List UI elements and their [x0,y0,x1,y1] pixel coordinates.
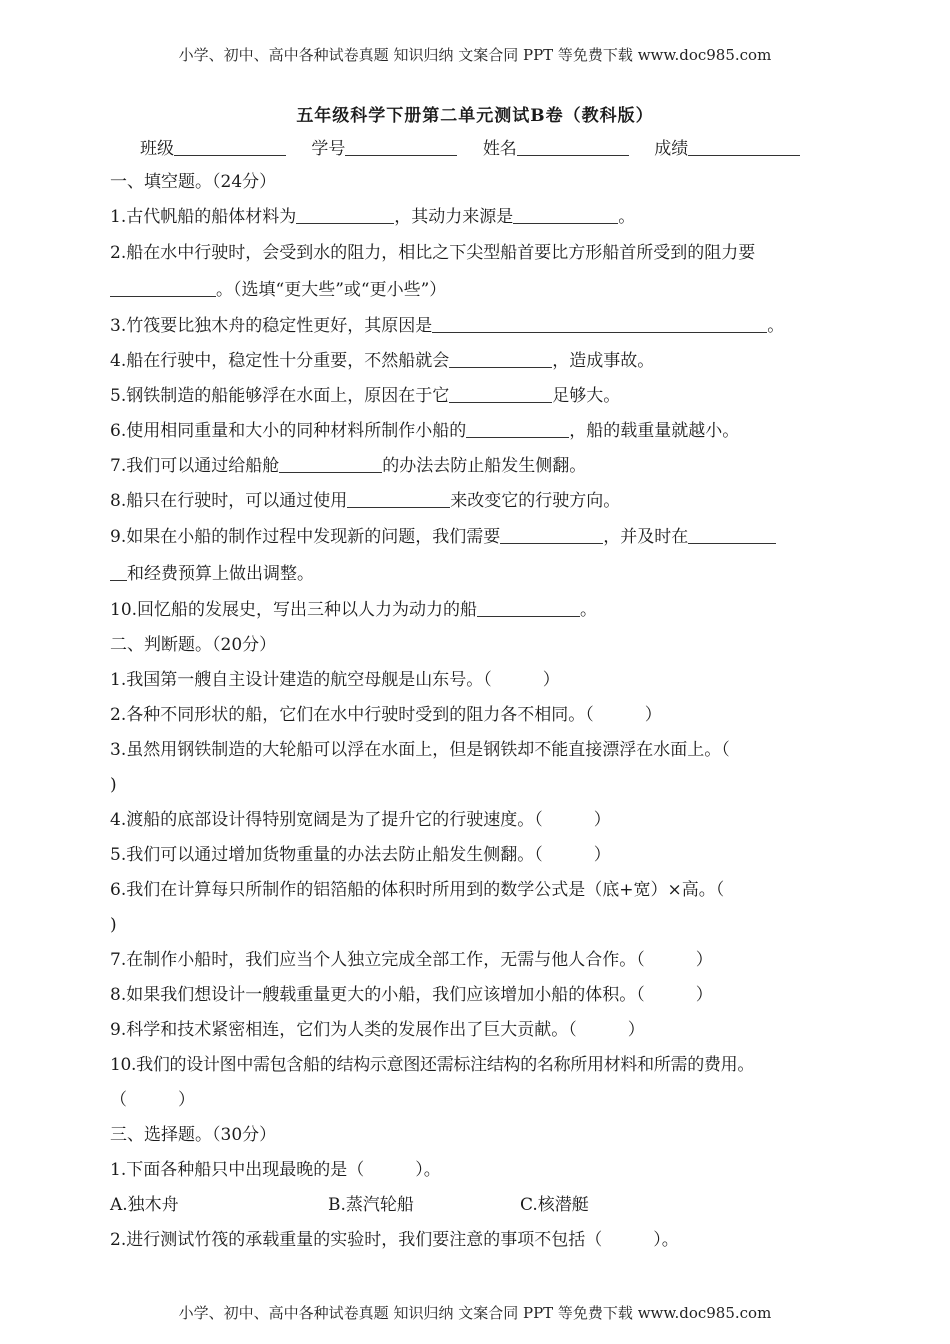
choice-q1-option-c[interactable]: C.核潜艇 [520,1195,589,1215]
tf-q1[interactable]: 1.我国第一艘自主设计建造的航空母舰是山东号。（ ） [110,670,560,690]
score-field[interactable] [654,134,800,159]
name-label: 姓名 [482,139,517,159]
tf-q8[interactable]: 8.如果我们想设计一艘载重量更大的小船，我们应该增加小船的体积。（ ） [110,985,713,1005]
tf-q3[interactable]: 3.虽然用钢铁制造的大轮船可以浮在水面上，但是钢铁却不能直接漂浮在水面上。（ [110,740,730,760]
fill-q8-blank[interactable] [347,490,450,508]
fill-q2-blank[interactable] [110,279,216,297]
choice-q1-options [110,1188,855,1223]
tf-q3-cont: ) [110,775,117,795]
choice-q1-option-a[interactable]: A.独木舟 [110,1195,179,1215]
fill-q1: 1.古代帆船的船体材料为 ，其动力来源是 。 [110,207,636,227]
score-blank[interactable] [688,138,800,156]
fill-q4-blank[interactable] [449,350,552,368]
page-title: 五年级科学下册第二单元测试B卷（教科版） [296,106,654,126]
fill-q10: 10.回忆船的发展史，写出三种以人力为动力的船 。 [110,600,598,620]
section-choice-heading: 三、选择题。（30分） [110,1125,277,1145]
fill-q2-cont: 。（选填“更大些”或“更小些”） [110,272,855,309]
fill-q6-blank[interactable] [466,420,569,438]
tf-q10[interactable]: 10.我们的设计图中需包含船的结构示意图还需标注结构的名称所用材料和所需的费用。 [110,1055,755,1075]
fill-q3: 3.竹筏要比独木舟的稳定性更好，其原因是 。 [110,316,785,336]
class-blank[interactable] [174,138,286,156]
tf-q6[interactable]: 6.我们在计算每只所制作的铝箔船的体积时所用到的数学公式是（底+宽）×高。（ [110,880,725,900]
choice-q2: 2.进行测试竹筏的承载重量的实验时，我们要注意的事项不包括（ ）。 [110,1230,679,1250]
number-label: 学号 [311,139,346,159]
fill-q9: 9.如果在小船的制作过程中发现新的问题，我们需要 ，并及时在 [110,519,855,556]
fill-q10-blank[interactable] [477,599,580,617]
section-fill-blank-heading: 一、填空题。（24分） [110,172,277,192]
fill-q5-blank[interactable] [449,385,552,403]
page-footer: 小学、初中、高中各种试卷真题 知识归纳 文案合同 PPT 等免费下载 www.doc985.com [178,1304,772,1322]
tf-q10-cont[interactable]: （ ） [110,1090,195,1110]
fill-q7-blank[interactable] [279,455,382,473]
name-field[interactable] [483,134,629,159]
score-label: 成绩 [654,139,689,159]
fill-q5: 5.钢铁制造的船能够浮在水面上，原因在于它 足够大。 [110,386,621,406]
fill-q1-blank-1[interactable] [296,206,394,224]
number-blank[interactable] [345,138,457,156]
tf-q2[interactable]: 2.各种不同形状的船，它们在水中行驶时受到的阻力各不相同。（ ） [110,705,662,725]
number-field[interactable] [311,134,457,159]
tf-q4[interactable]: 4.渡船的底部设计得特别宽阔是为了提升它的行驶速度。（ ） [110,810,611,830]
fill-q9-cont: 和经费预算上做出调整。 [110,556,855,593]
fill-q8: 8.船只在行驶时，可以通过使用 来改变它的行驶方向。 [110,491,621,511]
choice-q1: 1.下面各种船只中出现最晚的是（ ）。 [110,1160,441,1180]
tf-q6-cont: ) [110,915,117,935]
fill-q3-blank[interactable] [432,315,767,333]
fill-q1-blank-2[interactable] [513,206,618,224]
page-header: 小学、初中、高中各种试卷真题 知识归纳 文案合同 PPT 等免费下载 www.doc985.com [178,46,772,64]
fill-q9-blank-2[interactable] [688,526,776,544]
section-true-false-heading: 二、判断题。（20分） [110,635,277,655]
exam-content [110,165,855,1258]
name-blank[interactable] [517,138,629,156]
tf-q7[interactable]: 7.在制作小船时，我们应当个人独立完成全部工作，无需与他人合作。（ ） [110,950,713,970]
class-label: 班级 [140,139,174,159]
tf-q9[interactable]: 9.科学和技术紧密相连，它们为人类的发展作出了巨大贡献。（ ） [110,1020,645,1040]
fill-q6: 6.使用相同重量和大小的同种材料所制作小船的 ，船的载重量就越小。 [110,421,740,441]
fill-q9-blank-2-cont[interactable] [110,563,127,581]
choice-q1-option-b[interactable]: B.蒸汽轮船 [328,1195,414,1215]
fill-q7: 7.我们可以通过给船舱 的办法去防止船发生侧翻。 [110,456,587,476]
student-info-line [140,134,820,159]
fill-q4: 4.船在行驶中，稳定性十分重要，不然船就会 ，造成事故。 [110,351,655,371]
fill-q9-blank-1[interactable] [500,526,603,544]
fill-q2: 2.船在水中行驶时，会受到水的阻力，相比之下尖型船首要比方形船首所受到的阻力要 [110,243,756,263]
tf-q5[interactable]: 5.我们可以通过增加货物重量的办法去防止船发生侧翻。（ ） [110,845,611,865]
class-field[interactable] [140,134,286,159]
